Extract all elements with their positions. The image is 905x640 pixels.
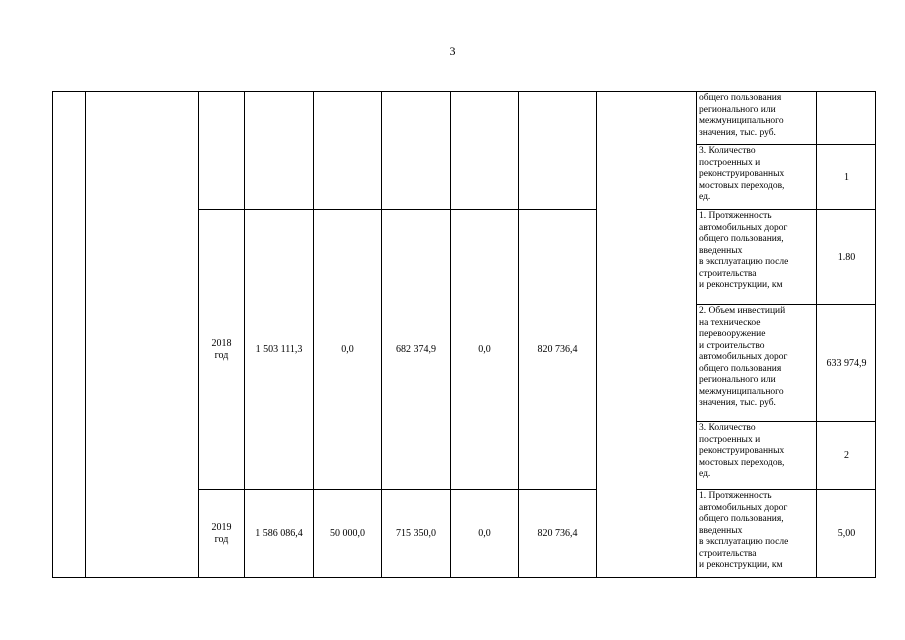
year-cell: 2018 год <box>211 337 232 361</box>
amount-cell: 715 350,0 <box>396 527 436 539</box>
indicator-cell: 1. Протяженность автомобильных дорог общего пользования, введенных в эксплуатацию после строительства и реконструкции, км <box>699 491 789 570</box>
year-cell: 2019 год <box>211 521 232 545</box>
col-divider <box>85 92 86 577</box>
indicator-value: 2 <box>844 450 849 461</box>
amount-cell: 50 000,0 <box>330 527 365 539</box>
amount-cell: 0,0 <box>341 343 354 355</box>
indicator-value: 633 974,9 <box>826 357 867 369</box>
indicator-value <box>817 92 876 144</box>
amount-cell: 682 374,9 <box>396 343 436 355</box>
amount-cell: 820 736,4 <box>537 527 578 539</box>
indicator-cell: общего пользования регионального или межмуниципального значения, тыс. руб. <box>699 93 784 138</box>
data-table <box>52 91 876 578</box>
indicator-cell: 1. Протяженность автомобильных дорог общего пользования, введенных в эксплуатацию после строительства и реконструкции, км <box>699 211 789 290</box>
page-number: 3 <box>449 44 456 58</box>
indicator-value: 1.80 <box>837 251 856 263</box>
col-divider <box>596 92 597 577</box>
indicator-value: 1 <box>844 171 849 183</box>
total-cell: 1 503 111,3 <box>255 343 303 355</box>
total-cell: 1 586 086,4 <box>255 527 303 539</box>
indicator-value: 5,00 <box>837 528 856 539</box>
amount-cell: 0,0 <box>478 343 491 355</box>
indicator-cell: 2. Объем инвестиций на техническое перевооружение и строительство автомобильных дорог общего пользования регионального или межмуниципального значения, тыс. руб. <box>699 306 788 408</box>
amount-cell: 0,0 <box>478 527 491 539</box>
indicator-cell: 3. Количество построенных и реконструированных мостовых переходов, ед. <box>699 146 785 202</box>
amount-cell: 820 736,4 <box>537 343 578 355</box>
indicator-cell: 3. Количество построенных и реконструированных мостовых переходов, ед. <box>699 423 785 479</box>
